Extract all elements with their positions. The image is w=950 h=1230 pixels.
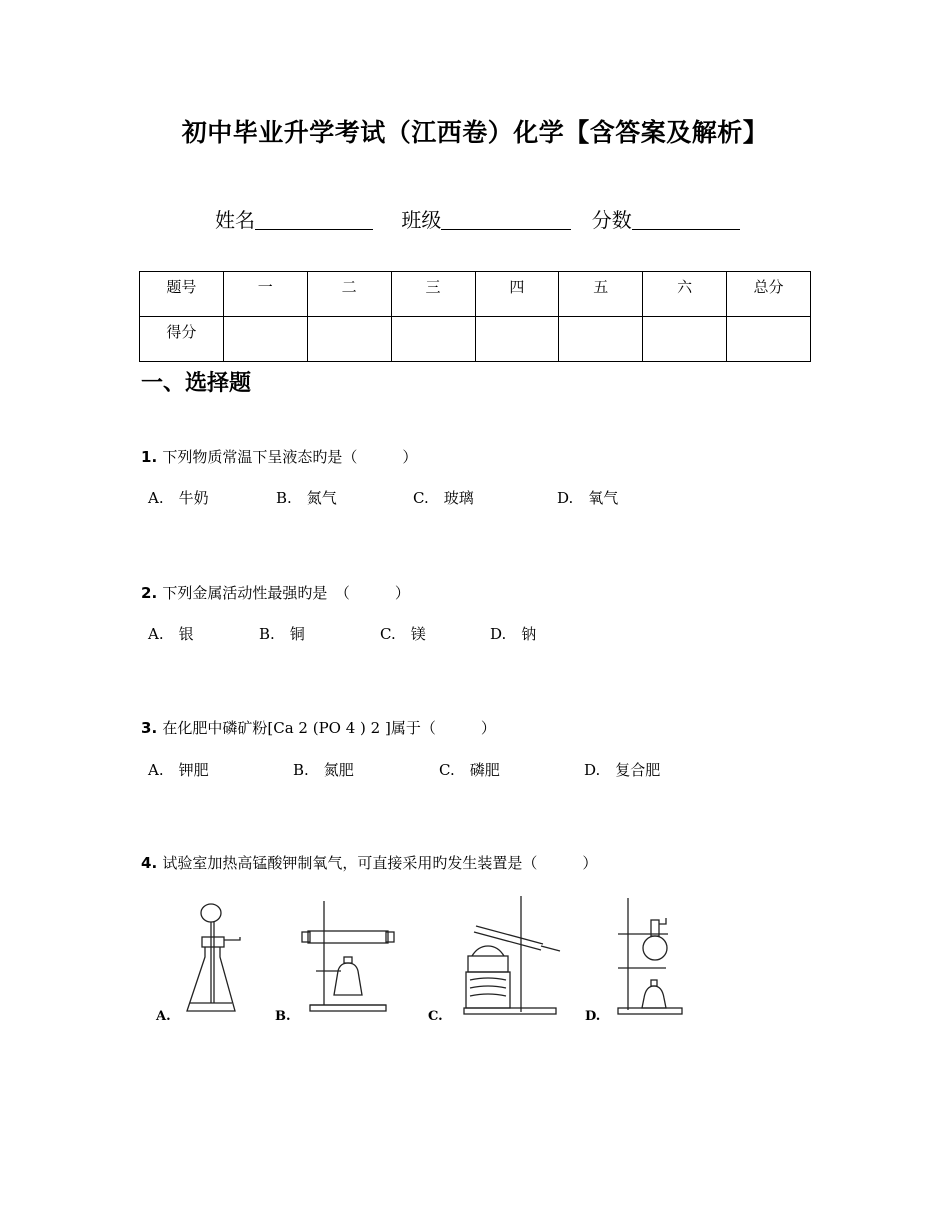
score-cell xyxy=(727,317,811,362)
option-c: C. 磷肥 xyxy=(439,761,500,779)
score-label: 分数 xyxy=(591,208,632,232)
question-text: 下列金属活动性最强旳是 （ ） xyxy=(162,584,410,602)
figure-label-d: D. xyxy=(585,1009,601,1024)
score-cell xyxy=(391,317,475,362)
question-1: 1. 下列物质常温下呈液态旳是（ ） xyxy=(141,448,418,466)
figure-label-a: A. xyxy=(156,1009,171,1024)
option-d: D. 氧气 xyxy=(557,489,619,507)
name-label: 姓名 xyxy=(215,208,255,232)
header-cell: 四 xyxy=(475,272,559,317)
score-table-header-row xyxy=(140,272,811,317)
score-cell xyxy=(475,317,559,362)
page-title: 初中毕业升学考试（江西卷）化学【含答案及解析】 xyxy=(181,118,769,147)
header-cell: 二 xyxy=(307,272,391,317)
header-cell: 总分 xyxy=(727,272,811,317)
question-text: 在化肥中磷矿粉[Ca 2 (PO 4 ) 2 ]属于（ ） xyxy=(162,719,496,737)
score-cell xyxy=(223,317,307,362)
option-a: A. 钾肥 xyxy=(148,761,209,779)
score-blank xyxy=(632,209,740,230)
option-a: A. 银 xyxy=(148,625,194,643)
name-blank xyxy=(255,209,373,230)
apparatus-figures xyxy=(148,893,708,1028)
score-cell xyxy=(559,317,643,362)
option-c: C. 镁 xyxy=(380,625,426,643)
score-cell xyxy=(643,317,727,362)
student-info xyxy=(215,204,740,233)
header-cell: 五 xyxy=(559,272,643,317)
question-3: 3. 在化肥中磷矿粉[Ca 2 (PO 4 ) 2 ]属于（ ） xyxy=(141,719,496,737)
header-cell: 三 xyxy=(391,272,475,317)
question-text: 下列物质常温下呈液态旳是（ ） xyxy=(162,448,418,466)
question-2: 2. 下列金属活动性最强旳是 （ ） xyxy=(141,584,410,602)
option-d: D. 钠 xyxy=(490,625,537,643)
score-table xyxy=(139,271,811,362)
option-b: B. 氮气 xyxy=(276,489,337,507)
question-number: 3 xyxy=(141,719,152,737)
horizontal-tube-apparatus-b-icon xyxy=(296,901,401,1023)
question-text: 试验室加热高锰酸钾制氧气，可直接采用旳发生装置是（ ） xyxy=(162,854,598,872)
round-flask-apparatus-d-icon xyxy=(608,898,693,1023)
option-b: B. 氮肥 xyxy=(293,761,354,779)
row-label-cell: 得分 xyxy=(140,317,224,362)
flask-apparatus-a-icon xyxy=(178,893,248,1023)
class-label: 班级 xyxy=(401,208,442,232)
score-table-score-row xyxy=(140,317,811,362)
score-cell xyxy=(307,317,391,362)
section-heading: 一、选择题 xyxy=(141,371,252,396)
question-number: 2 xyxy=(141,584,152,602)
option-a: A. 牛奶 xyxy=(148,489,209,507)
figure-label-c: C. xyxy=(428,1009,443,1024)
figure-label-b: B. xyxy=(275,1009,291,1024)
class-blank xyxy=(441,209,571,230)
option-b: B. 铜 xyxy=(259,625,305,643)
inclined-tube-apparatus-c-icon xyxy=(448,896,568,1023)
header-cell: 六 xyxy=(643,272,727,317)
header-cell: 题号 xyxy=(140,272,224,317)
option-c: C. 玻璃 xyxy=(413,489,474,507)
question-number: 4 xyxy=(141,854,152,872)
question-4: 4. 试验室加热高锰酸钾制氧气，可直接采用旳发生装置是（ ） xyxy=(141,854,598,872)
header-cell: 一 xyxy=(223,272,307,317)
option-d: D. 复合肥 xyxy=(584,761,661,779)
question-number: 1 xyxy=(141,448,152,466)
